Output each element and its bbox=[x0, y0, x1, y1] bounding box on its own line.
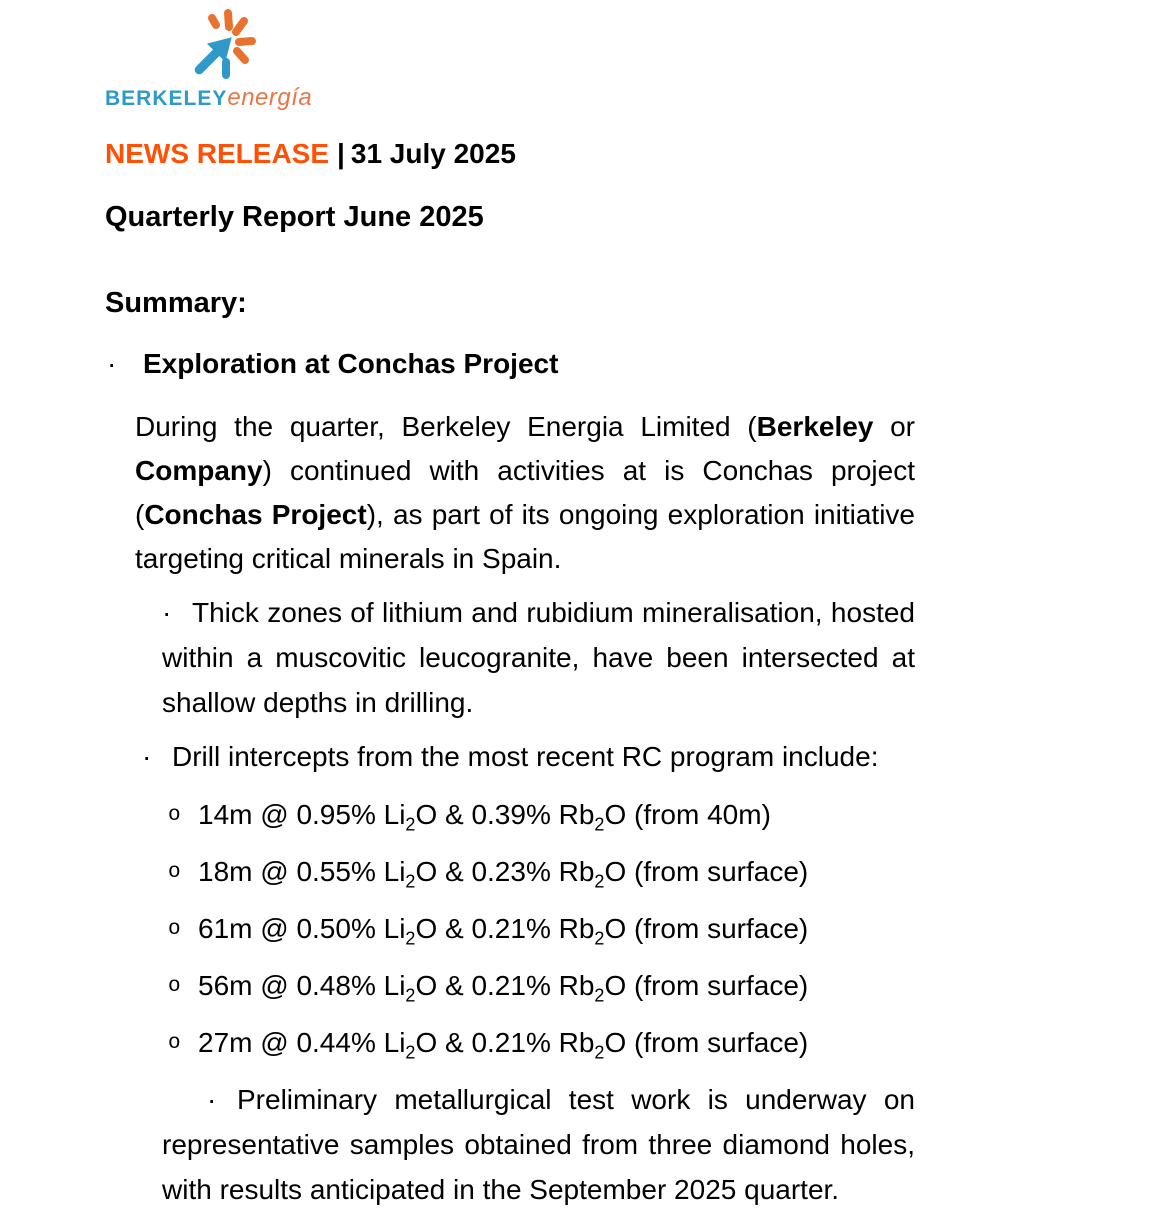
subscript: 2 bbox=[405, 985, 416, 1006]
bullet-marker: · bbox=[162, 597, 172, 628]
news-release-label: NEWS RELEASE bbox=[105, 138, 330, 169]
brand-energia: energía bbox=[227, 84, 313, 111]
brand-wordmark bbox=[105, 84, 313, 112]
brand-berkeley: BERKELEY bbox=[105, 87, 228, 110]
bullet-marker: · bbox=[107, 348, 117, 379]
intro-seg-0: During the quarter, Berkeley Energia Limited ( bbox=[135, 411, 757, 442]
paragraph-intro bbox=[135, 405, 915, 581]
bullet-thick-zones-text: Thick zones of lithium and rubidium mineralisation, hosted within a muscovitic leucogranite, have been intersected at shallow depths in drilling. bbox=[162, 597, 915, 718]
summary-heading: Summary: bbox=[105, 287, 247, 319]
intercept-text: O (from surface) bbox=[604, 1027, 809, 1058]
circle-bullet-marker: o bbox=[168, 975, 181, 998]
release-date: 31 July 2025 bbox=[350, 138, 516, 169]
report-title: Quarterly Report June 2025 bbox=[105, 201, 484, 233]
bullet-drill-intercepts-text: Drill intercepts from the most recent RC program include: bbox=[172, 741, 879, 772]
intercept-text: O & 0.21% Rb bbox=[415, 1027, 595, 1058]
news-release-line bbox=[105, 138, 915, 170]
circle-bullet-marker: o bbox=[168, 861, 181, 884]
intercept-item-5 bbox=[168, 1020, 915, 1065]
intro-seg-4: ) continued with activities at is Conchas project ( bbox=[135, 455, 915, 530]
pipe-separator: | bbox=[337, 138, 345, 169]
bullet-marker: · bbox=[207, 1084, 217, 1115]
circle-bullet-marker: o bbox=[168, 1032, 181, 1055]
intercept-text: O (from surface) bbox=[604, 856, 809, 887]
subscript: 2 bbox=[405, 814, 416, 835]
intercept-text: O & 0.23% Rb bbox=[415, 856, 595, 887]
subscript: 2 bbox=[405, 871, 416, 892]
intercept-text: O & 0.21% Rb bbox=[415, 913, 595, 944]
intercept-text: O (from surface) bbox=[604, 913, 809, 944]
bullet-exploration-label: Exploration at Conchas Project bbox=[143, 348, 559, 379]
intercept-text: 61m @ 0.50% Li bbox=[198, 913, 406, 944]
subscript: 2 bbox=[594, 928, 605, 949]
subscript: 2 bbox=[594, 814, 605, 835]
intercept-text: O (from surface) bbox=[604, 970, 809, 1001]
intercept-text: 14m @ 0.95% Li bbox=[198, 799, 406, 830]
intercept-item-3 bbox=[168, 906, 915, 951]
circle-bullet-marker: o bbox=[168, 918, 181, 941]
intro-seg-company: Company bbox=[135, 455, 263, 486]
intro-seg-2: or bbox=[873, 411, 915, 442]
subscript: 2 bbox=[405, 928, 416, 949]
company-logo bbox=[105, 8, 313, 112]
bullet-exploration bbox=[105, 347, 915, 381]
intercept-item-2 bbox=[168, 849, 915, 894]
intercepts-list bbox=[105, 792, 915, 1065]
subscript: 2 bbox=[594, 1042, 605, 1063]
intercept-text: 18m @ 0.55% Li bbox=[198, 856, 406, 887]
intercept-text: O & 0.39% Rb bbox=[415, 799, 595, 830]
bullet-thick-zones bbox=[162, 590, 915, 725]
bullet-metallurgical bbox=[162, 1077, 915, 1212]
subscript: 2 bbox=[594, 871, 605, 892]
intercept-text: O (from 40m) bbox=[604, 799, 771, 830]
subscript: 2 bbox=[594, 985, 605, 1006]
intercept-item-4 bbox=[168, 963, 915, 1008]
intercept-text: O & 0.21% Rb bbox=[415, 970, 595, 1001]
subscript: 2 bbox=[405, 1042, 416, 1063]
intro-seg-berkeley: Berkeley bbox=[756, 411, 874, 442]
bullet-drill-intercepts bbox=[142, 734, 915, 779]
intercept-text: 27m @ 0.44% Li bbox=[198, 1027, 406, 1058]
intercept-item-1 bbox=[168, 792, 915, 837]
bullet-marker: · bbox=[142, 741, 152, 772]
intro-seg-conchas-project: Conchas Project bbox=[144, 499, 367, 530]
intercept-text: 56m @ 0.48% Li bbox=[198, 970, 406, 1001]
intro-seg-6: ), as part of its ongoing exploration initiative targeting critical minerals in Spain. bbox=[135, 499, 915, 574]
circle-bullet-marker: o bbox=[168, 804, 181, 827]
starburst-icon bbox=[189, 8, 267, 82]
bullet-metallurgical-text: Preliminary metallurgical test work is underway on representative samples obtained from three diamond holes, with results anticipated in the September 2025 quarter. bbox=[162, 1084, 915, 1205]
